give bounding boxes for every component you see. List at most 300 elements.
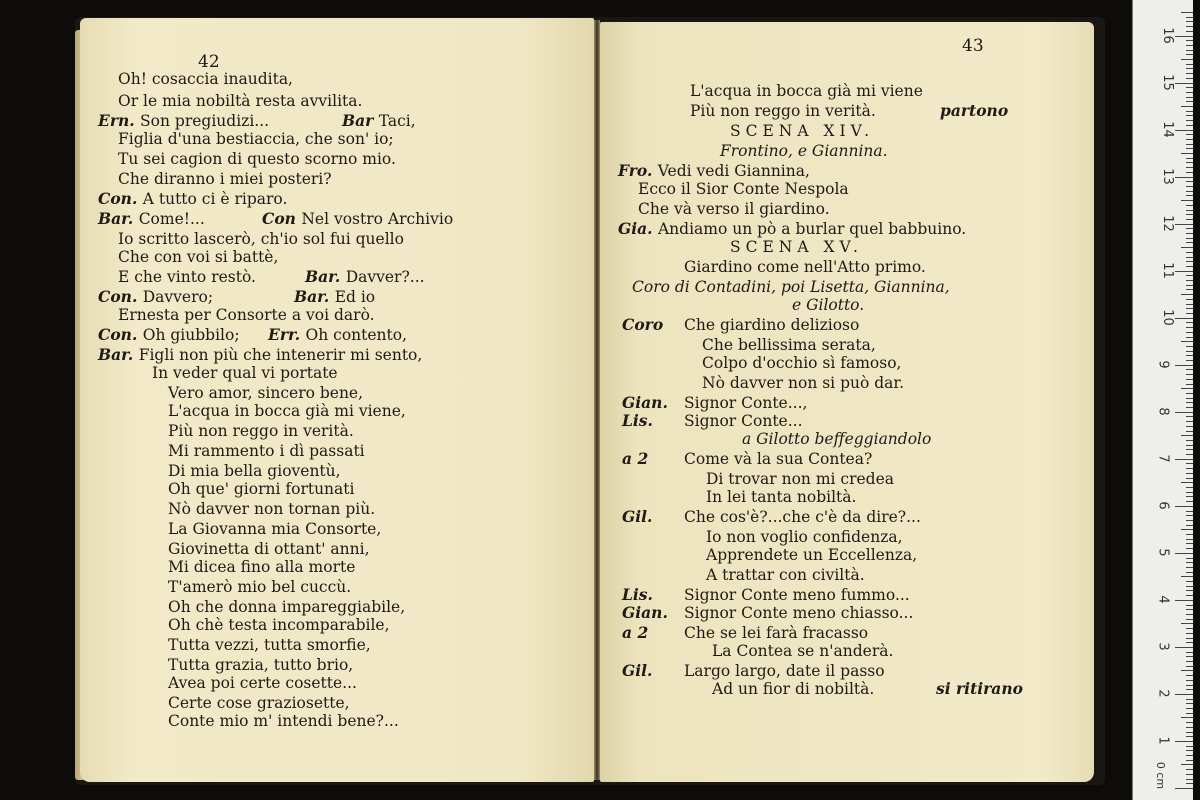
verse-text: In lei tanta nobiltà.: [706, 488, 857, 506]
text-line: [706, 528, 903, 546]
ruler-number: 9: [1155, 360, 1171, 369]
speaker-name: Coro: [622, 315, 664, 334]
text-line: [98, 326, 240, 344]
verse-text: Signor Conte meno chiasso...: [684, 604, 914, 622]
verse-text: E che vinto restò.: [118, 268, 256, 286]
speaker-name: Gian.: [622, 393, 668, 412]
ruler-tick: [1186, 92, 1193, 93]
right-page: [600, 22, 1094, 782]
ruler-tick: [1186, 313, 1193, 314]
ruler-tick: [1186, 525, 1193, 526]
text-line: [702, 354, 901, 372]
text-line: [168, 616, 390, 634]
verse-text: Che se lei farà fracasso: [684, 624, 869, 642]
ruler-tick: [1186, 614, 1193, 615]
ruler-tick: [1175, 788, 1193, 789]
text-line: [730, 238, 863, 256]
ruler-tick: [1175, 271, 1193, 272]
ruler-tick: [1175, 130, 1193, 131]
ruler-number: 3: [1155, 642, 1171, 651]
ruler-tick: [1186, 703, 1193, 704]
text-line: [690, 82, 923, 100]
ruler-tick: [1186, 407, 1193, 408]
ruler-tick: [1186, 619, 1193, 620]
ruler-tick: [1186, 125, 1193, 126]
verse-text: Apprendete un Eccellenza,: [706, 546, 918, 564]
verse-text: Largo largo, date il passo: [684, 662, 885, 680]
ruler-tick: [1186, 562, 1193, 563]
ruler-tick: [1186, 266, 1193, 267]
text-line: [118, 306, 375, 324]
ruler-number: 4: [1155, 595, 1171, 604]
ruler-tick: [1186, 416, 1193, 417]
ruler-tick: [1186, 195, 1193, 196]
ruler-tick: [1186, 162, 1193, 163]
verse-text: Di trovar non mi credea: [706, 470, 895, 488]
speaker-name: Fro.: [618, 161, 658, 180]
ruler-tick: [1186, 638, 1193, 639]
verse-text: L'acqua in bocca già mi viene: [690, 82, 923, 100]
ruler-tick: [1186, 73, 1193, 74]
verse-text: Ad un fior di nobiltà.: [712, 680, 875, 698]
text-line: [168, 694, 350, 712]
text-line: [168, 384, 363, 402]
text-line: [706, 566, 865, 584]
ruler-tick: [1186, 699, 1193, 700]
ruler-tick: [1186, 492, 1193, 493]
ruler-tick: [1186, 468, 1193, 469]
verse-text: Oh giubbilo;: [142, 326, 240, 344]
ruler-tick: [1186, 115, 1193, 116]
verse-text: Oh chè testa incomparabile,: [168, 616, 390, 634]
speaker-name: Gia.: [618, 219, 658, 238]
ruler-tick: [1186, 572, 1193, 573]
ruler-tick: [1186, 97, 1193, 98]
ruler-tick: [1181, 12, 1193, 13]
ruler-tick: [1186, 214, 1193, 215]
verse-text: Più non reggo in verità.: [690, 102, 876, 120]
ruler-tick: [1175, 600, 1193, 601]
ruler-tick: [1181, 764, 1193, 765]
ruler-tick: [1186, 21, 1193, 22]
ruler-tick: [1186, 511, 1193, 512]
ruler-tick: [1186, 496, 1193, 497]
ruler-tick: [1181, 435, 1193, 436]
ruler-tick: [1186, 722, 1193, 723]
text-line: [98, 112, 269, 130]
speaker-name: Bar.: [305, 267, 346, 286]
inline-cue: [262, 210, 453, 228]
ruler-tick: [1186, 685, 1193, 686]
ruler-tick: [1186, 346, 1193, 347]
stage-direction: Ed io: [334, 288, 376, 306]
ruler-tick: [1186, 750, 1193, 751]
ruler-tick: [1186, 666, 1193, 667]
ruler-number: 14: [1159, 120, 1175, 138]
text-line: [622, 661, 885, 680]
ruler-tick: [1186, 233, 1193, 234]
ruler-tick: [1175, 647, 1193, 648]
ruler-tick: [1181, 200, 1193, 201]
ruler-tick: [1181, 106, 1193, 107]
ruler-tick: [1186, 713, 1193, 714]
ruler-tick: [1186, 205, 1193, 206]
text-line: [168, 480, 354, 498]
speaker-name: a 2: [622, 623, 649, 642]
text-line: [118, 150, 396, 168]
stage-direction: Davver?...: [345, 268, 425, 286]
ruler-tick: [1186, 369, 1193, 370]
ruler-number: 13: [1159, 167, 1175, 185]
text-line: [152, 364, 338, 382]
verse-text: Di mia bella gioventù,: [168, 462, 341, 480]
text-line: [632, 278, 950, 296]
ruler-tick: [1186, 393, 1193, 394]
ruler-tick: [1186, 642, 1193, 643]
ruler-tick: [1186, 332, 1193, 333]
ruler-tick: [1186, 384, 1193, 385]
verse-text: Conte mio m' intendi bene?...: [168, 712, 399, 730]
verse-text: Or le mia nobiltà resta avvilita.: [118, 92, 363, 110]
ruler-tick: [1181, 623, 1193, 624]
text-line: [98, 190, 287, 208]
verse-text: L'acqua in bocca già mi viene,: [168, 402, 406, 420]
text-line: [702, 336, 876, 354]
ruler-tick: [1175, 694, 1193, 695]
speaker-name: Bar.: [294, 287, 335, 306]
ruler-tick: [1186, 308, 1193, 309]
ruler-tick: [1186, 595, 1193, 596]
verse-text: Io non voglio confidenza,: [706, 528, 903, 546]
stage-direction: Oh contento,: [305, 326, 408, 344]
ruler-number: 16: [1159, 26, 1175, 44]
verse-text: T'amerò mio bel cuccù.: [168, 578, 352, 596]
verse-text: Signor Conte meno fummo...: [684, 586, 910, 604]
ruler-tick: [1181, 529, 1193, 530]
ruler-tick: [1175, 741, 1193, 742]
verse-text: Son pregiudizi...: [140, 112, 270, 130]
verse-text: Più non reggo in verità.: [168, 422, 354, 440]
ruler-number: 15: [1159, 73, 1175, 91]
text-line: [792, 296, 864, 314]
stage-direction: Taci,: [378, 112, 416, 130]
ruler-tick: [1186, 421, 1193, 422]
speaker-name: Con.: [98, 287, 143, 306]
stage-direction: Nel vostro Archivio: [301, 210, 454, 228]
ruler-tick: [1186, 689, 1193, 690]
left-page: [80, 18, 594, 782]
verse-text: Colpo d'occhio sì famoso,: [702, 354, 902, 372]
speaker-name: Con: [262, 209, 302, 228]
stage-direction: si ritirano: [936, 679, 1023, 698]
ruler-tick: [1175, 224, 1193, 225]
ruler-tick: [1186, 779, 1193, 780]
ruler-number: 7: [1155, 454, 1171, 463]
ruler-tick: [1186, 17, 1193, 18]
text-line: [622, 585, 910, 604]
ruler-tick: [1186, 478, 1193, 479]
ruler-tick: [1175, 553, 1193, 554]
ruler-tick: [1186, 167, 1193, 168]
speaker-name: a 2: [622, 449, 649, 468]
ruler-tick: [1186, 520, 1193, 521]
verse-text: Andiamo un pò a burlar quel babbuino.: [657, 220, 967, 238]
ruler-tick: [1186, 473, 1193, 474]
ruler-tick: [1186, 64, 1193, 65]
ruler-tick: [1186, 783, 1193, 784]
ruler-tick: [1186, 652, 1193, 653]
ruler-tick: [1186, 26, 1193, 27]
ruler-tick: [1186, 304, 1193, 305]
ruler-tick: [1186, 628, 1193, 629]
ruler-tick: [1186, 219, 1193, 220]
speaker-name: Con.: [98, 189, 143, 208]
ruler-tick: [1186, 280, 1193, 281]
ruler-tick: [1186, 120, 1193, 121]
text-line: [618, 162, 810, 180]
ruler-tick: [1186, 675, 1193, 676]
ruler-number: 5: [1155, 548, 1171, 557]
ruler-tick: [1186, 101, 1193, 102]
text-line: [618, 220, 966, 238]
ruler-tick: [1186, 656, 1193, 657]
verse-text: Avea poi certe cosette...: [168, 674, 357, 692]
verse-text: Nò davver non si può dar.: [702, 374, 905, 392]
ruler-tick: [1186, 337, 1193, 338]
ruler-tick: [1186, 299, 1193, 300]
page-number: 42: [198, 52, 220, 72]
ruler-number: 2: [1155, 689, 1171, 698]
text-line: [684, 258, 926, 276]
speaker-name: Err.: [268, 325, 306, 344]
text-line: [168, 656, 353, 674]
ruler-tick: [1175, 83, 1193, 84]
verse-text: Ecco il Sior Conte Nespola: [638, 180, 849, 198]
ruler-tick: [1175, 318, 1193, 319]
ruler-tick: [1186, 548, 1193, 549]
verse-text: Che cos'è?...che c'è da dire?...: [684, 508, 921, 526]
speaker-name: Bar: [342, 111, 379, 130]
text-line: [98, 288, 213, 306]
ruler-tick: [1175, 459, 1193, 460]
ruler-tick: [1186, 148, 1193, 149]
inline-cue: [268, 326, 407, 344]
ruler-tick: [1186, 327, 1193, 328]
ruler-tick: [1186, 78, 1193, 79]
text-line: [168, 578, 351, 596]
inline-cue: [305, 268, 425, 286]
ruler-tick: [1186, 760, 1193, 761]
ruler-tick: [1186, 539, 1193, 540]
ruler-tick: [1186, 543, 1193, 544]
ruler-tick: [1186, 732, 1193, 733]
ruler-tick: [1186, 661, 1193, 662]
ruler-tick: [1175, 36, 1193, 37]
text-line: [118, 130, 394, 148]
ruler-tick: [1186, 736, 1193, 737]
ruler-tick: [1186, 68, 1193, 69]
ruler-tick: [1186, 158, 1193, 159]
verse-text: Giardino come nell'Atto primo.: [684, 258, 926, 276]
ruler-tick: [1186, 144, 1193, 145]
text-line: [622, 507, 921, 526]
verse-text: Ernesta per Consorte a voi darò.: [118, 306, 375, 324]
ruler-tick: [1181, 247, 1193, 248]
verse-text: Tu sei cagion di questo scorno mio.: [118, 150, 396, 168]
ruler-tick: [1186, 191, 1193, 192]
ruler-tick: [1181, 388, 1193, 389]
text-line: [118, 248, 278, 266]
ruler-tick: [1186, 426, 1193, 427]
ruler-tick: [1175, 177, 1193, 178]
text-line: [622, 411, 803, 430]
text-line: [118, 230, 404, 248]
text-line: [712, 680, 874, 698]
ruler-tick: [1186, 285, 1193, 286]
inline-cue: [294, 288, 375, 306]
verse-text: Come!...: [138, 210, 205, 228]
speaker-name: Gil.: [622, 507, 653, 526]
ruler-tick: [1186, 558, 1193, 559]
ruler-tick: [1186, 431, 1193, 432]
ruler-number: 6: [1155, 501, 1171, 510]
ruler-tick: [1186, 567, 1193, 568]
text-line: [712, 642, 893, 660]
verse-text: Che diranno i miei posteri?: [118, 170, 332, 188]
ruler-tick: [1186, 440, 1193, 441]
ruler-tick: [1186, 374, 1193, 375]
ruler-tick: [1181, 670, 1193, 671]
ruler-tick: [1186, 186, 1193, 187]
ruler-tick: [1186, 680, 1193, 681]
verse-text: Certe cose graziosette,: [168, 694, 350, 712]
measurement-ruler: [1132, 0, 1193, 800]
ruler-tick: [1181, 294, 1193, 295]
ruler-tick: [1175, 365, 1193, 366]
ruler-tick: [1186, 50, 1193, 51]
verse-text: Figlia d'una bestiaccia, che son' io;: [118, 130, 394, 148]
ruler-tick: [1186, 355, 1193, 356]
ruler-number: 1: [1155, 736, 1171, 745]
text-line: [168, 674, 357, 692]
verse-text: Io scritto lascerò, ch'io sol fui quello: [118, 230, 404, 248]
ruler-tick: [1181, 482, 1193, 483]
ruler-tick: [1186, 515, 1193, 516]
ruler-tick: [1181, 59, 1193, 60]
verse-text: Oh che donna impareggiabile,: [168, 598, 406, 616]
verse-text: Che giardino delizioso: [684, 316, 860, 334]
ruler-tick: [1186, 40, 1193, 41]
text-line: [168, 422, 354, 440]
ruler-tick: [1186, 534, 1193, 535]
ruler-tick: [1186, 252, 1193, 253]
ruler-tick: [1186, 45, 1193, 46]
ruler-tick: [1186, 755, 1193, 756]
verse-text: Figli non più che intenerir mi sento,: [138, 346, 423, 364]
ruler-tick: [1186, 379, 1193, 380]
verse-text: Mi rammento i dì passati: [168, 442, 365, 460]
ruler-tick: [1181, 153, 1193, 154]
verse-text: Come và la sua Contea?: [684, 450, 873, 468]
ruler-tick: [1175, 412, 1193, 413]
verse-text: Tutta vezzi, tutta smorfie,: [168, 636, 371, 654]
verse-text: Che và verso il giardino.: [638, 200, 830, 218]
verse-text: Oh que' giorni fortunati: [168, 480, 355, 498]
ruler-number: 12: [1159, 214, 1175, 232]
text-line: [706, 546, 917, 564]
ruler-tick: [1186, 463, 1193, 464]
speaker-name: Bar.: [98, 209, 139, 228]
text-line: [168, 442, 365, 460]
ruler-tick: [1186, 322, 1193, 323]
text-line: [720, 142, 888, 160]
text-line: [622, 449, 873, 468]
verse-text: Vero amor, sincero bene,: [168, 384, 364, 402]
ruler-tick: [1175, 506, 1193, 507]
text-line: [702, 374, 904, 392]
text-line: [622, 315, 860, 334]
text-line: [98, 346, 422, 364]
text-line: [622, 603, 914, 622]
verse-text: A trattar con civiltà.: [706, 566, 865, 584]
text-line: [690, 102, 876, 120]
ruler-tick: [1186, 746, 1193, 747]
verse-text: Oh! cosaccia inaudita,: [118, 70, 293, 88]
text-line: [168, 500, 375, 518]
text-line: [638, 180, 849, 198]
text-line: [98, 210, 205, 228]
text-line: [118, 92, 362, 110]
ruler-tick: [1186, 210, 1193, 211]
verse-text: Mi dicea fino alla morte: [168, 558, 356, 576]
ruler-tick: [1186, 242, 1193, 243]
ruler-tick: [1186, 445, 1193, 446]
ruler-tick: [1186, 54, 1193, 55]
ruler-tick: [1186, 87, 1193, 88]
ruler-tick: [1186, 633, 1193, 634]
ruler-tick: [1186, 609, 1193, 610]
ruler-tick: [1186, 139, 1193, 140]
speaker-name: Gil.: [622, 661, 653, 680]
text-line: [706, 488, 856, 506]
verse-text: Giovinetta di ottant' anni,: [168, 540, 370, 558]
ruler-tick: [1186, 398, 1193, 399]
text-line: [118, 268, 256, 286]
ruler-tick: [1186, 111, 1193, 112]
verse-text: Nò davver non tornan più.: [168, 500, 376, 518]
ruler-number: 11: [1159, 261, 1175, 279]
text-line: [730, 122, 874, 140]
scene-heading: SCENA XV.: [730, 238, 863, 256]
text-line: [742, 430, 931, 448]
ruler-tick: [1181, 717, 1193, 718]
ruler-tick: [1186, 769, 1193, 770]
ruler-tick: [1186, 289, 1193, 290]
page-number: 43: [962, 36, 984, 56]
verse-text: e Gilotto.: [792, 296, 865, 314]
verse-text: La Contea se n'anderà.: [712, 642, 894, 660]
text-line: [168, 520, 381, 538]
ruler-tick: [1186, 605, 1193, 606]
text-line: [168, 636, 371, 654]
speaker-name: Ern.: [98, 111, 141, 130]
stage-direction: partono: [940, 101, 1009, 120]
ruler-tick: [1186, 590, 1193, 591]
verse-text: Che bellissima serata,: [702, 336, 876, 354]
ruler-tick: [1186, 238, 1193, 239]
ruler-tick: [1186, 727, 1193, 728]
verse-text: Signor Conte...,: [684, 394, 808, 412]
